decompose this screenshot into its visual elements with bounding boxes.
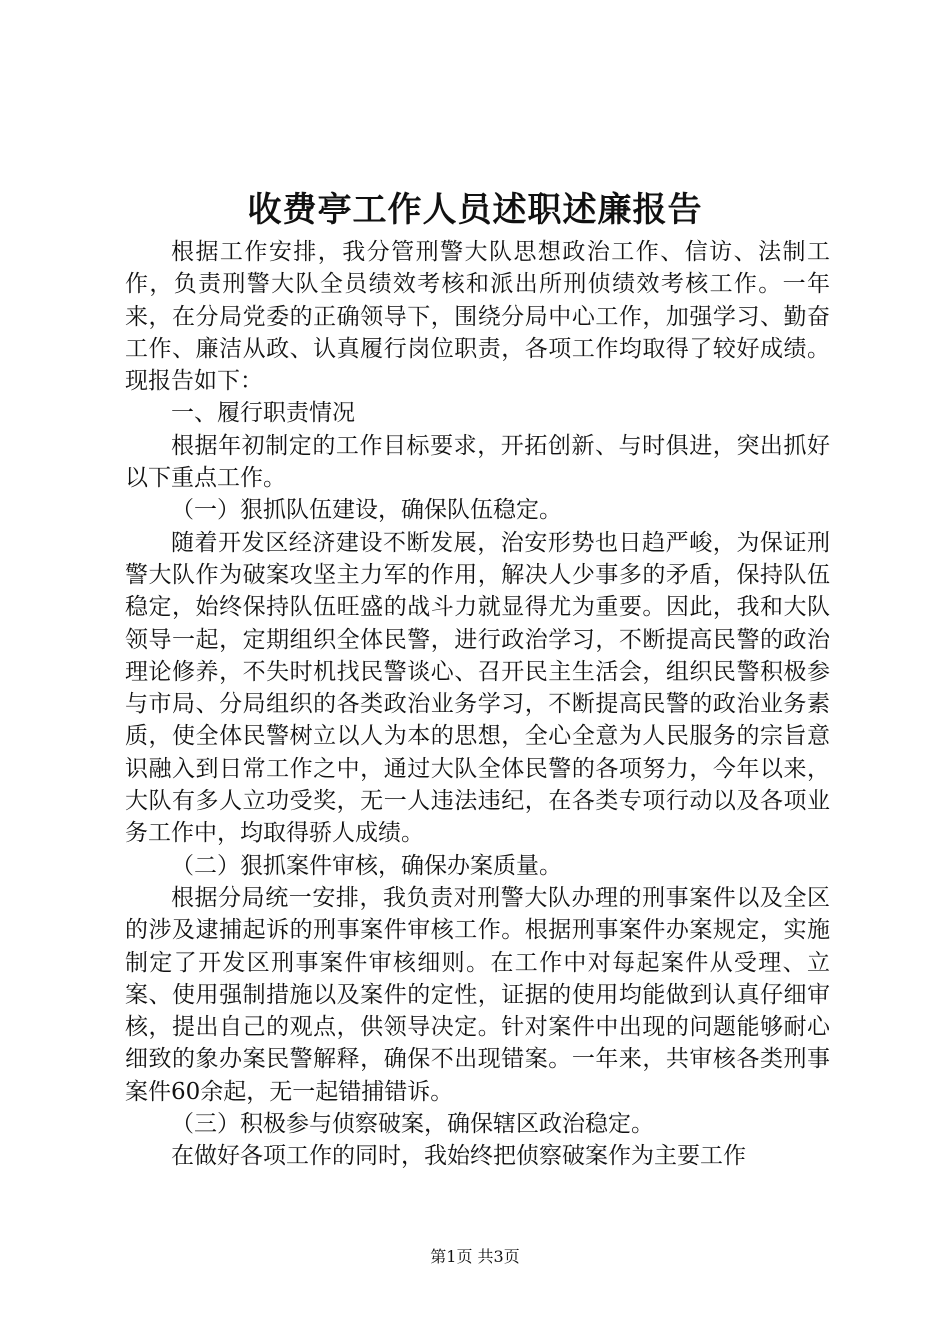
- section-heading: 一、履行职责情况: [171, 400, 355, 427]
- paragraph: 随着开发区经济建设不断发展，治安形势也日趋严峻，为保证刑警大队作为破案攻坚主力军的作用，解决人少事多的矛盾，保持队伍稳定，始终保持队伍旺盛的战斗力就显得尤为重要。因此，我和大队领导一起，定期组织全体民警，进行政治学习，不断提高民警的政治理论修养，不失时机找民警谈心、召开民主生活会，组织民警积极参与市局、分局组织的各类政治业务学习，不断提高民警的政治业务素质，使全体民警树立以人为本的思想，全心全意为人民服务的宗旨意识融入到日常工作之中，通过大队全体民警的各项努力，今年以来，大队有多人立功受奖，无一人违法违纪，在各类专项行动以及各项业务工作中，均取得骄人成绩。: [125, 529, 830, 847]
- subsection-heading: （一）狠抓队伍建设，确保队伍稳定。: [171, 497, 562, 524]
- document-title: 收费亭工作人员述职述廉报告: [247, 190, 703, 230]
- document-body: [125, 236, 830, 1173]
- subsection-heading: （三）积极参与侦察破案，确保辖区政治稳定。: [171, 1111, 654, 1138]
- paragraph: 根据工作安排，我分管刑警大队思想政治工作、信访、法制工作，负责刑警大队全员绩效考核和派出所刑侦绩效考核工作。一年来，在分局党委的正确领导下，围绕分局中心工作，加强学习、勤奋工作、廉洁从政、认真履行岗位职责，各项工作均取得了较好成绩。现报告如下：: [125, 239, 830, 395]
- paragraph: 在做好各项工作的同时，我始终把侦察破案作为主要工作: [171, 1143, 746, 1170]
- paragraph: 根据分局统一安排，我负责对刑警大队办理的刑事案件以及全区的涉及逮捕起诉的刑事案件审核工作。根据刑事案件办案规定，实施制定了开发区刑事案件审核细则。在工作中对每起案件从受理、立案、使用强制措施以及案件的定性，证据的使用均能做到认真仔细审核，提出自己的观点，供领导决定。针对案件中出现的问题能够耐心细致的象办案民警解释，确保不出现错案。一年来，共审核各类刑事案件60余起，无一起错捕错诉。: [125, 884, 830, 1105]
- page-footer: 第1页 共3页: [430, 1247, 520, 1266]
- paragraph: 根据年初制定的工作目标要求，开拓创新、与时俱进，突出抓好以下重点工作。: [125, 432, 830, 492]
- subsection-heading: （二）狠抓案件审核，确保办案质量。: [171, 852, 562, 879]
